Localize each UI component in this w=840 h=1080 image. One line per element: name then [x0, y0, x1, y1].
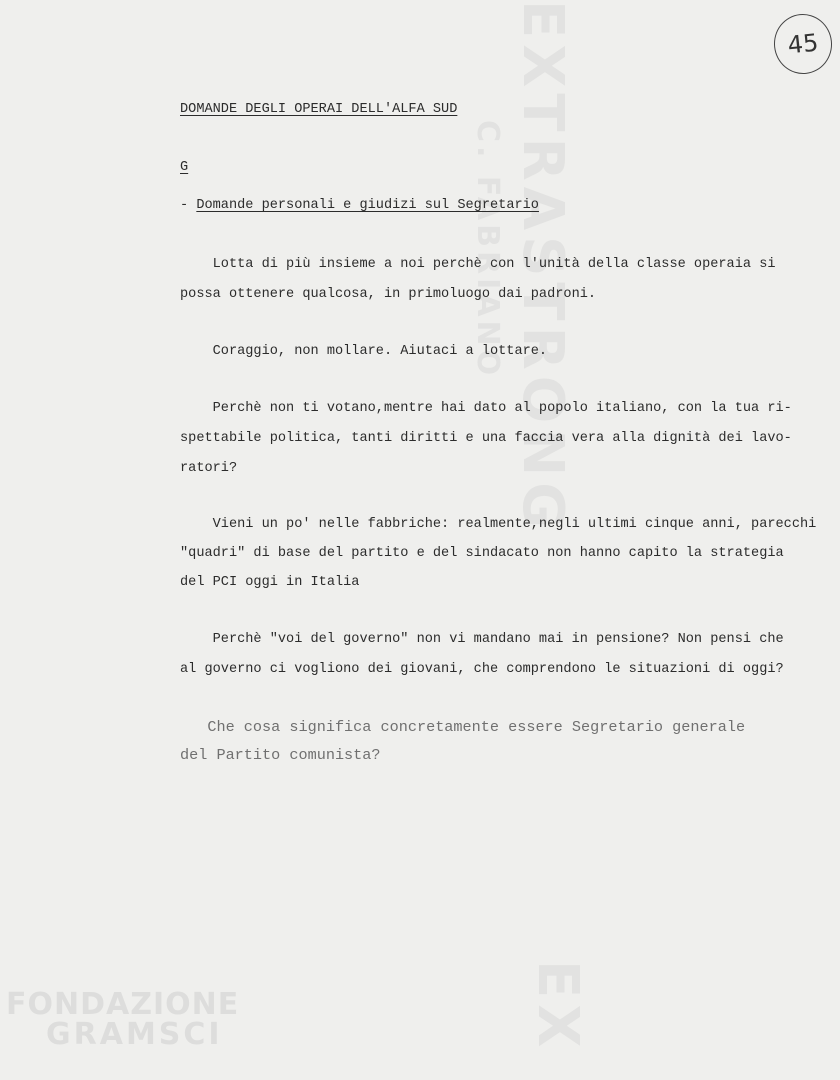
paragraph-line: Vieni un po' nelle fabbriche: realmente,negli ultimi cinque anni, parecchi [180, 517, 817, 532]
document-title: DOMANDE DEGLI OPERAI DELL'ALFA SUD [180, 102, 458, 117]
paragraph-line: Perchè non ti votano,mentre hai dato al popolo italiano, con la tua ri- [180, 401, 792, 416]
page-number: 45 [771, 11, 835, 77]
handwritten-style-question: Che cosa significa concretamente essere Segretario generale [180, 718, 746, 736]
paragraph-line: Coraggio, non mollare. Aiutaci a lottare. [180, 344, 548, 359]
paragraph-line: spettabile politica, tanti diritti e una faccia vera alla dignità dei lavo- [180, 431, 792, 446]
paragraph-line: possa ottenere qualcosa, in primoluogo dai padroni. [180, 287, 597, 302]
archive-logo: FONDAZIONE GRAMSCI [6, 987, 240, 1052]
paragraph-line: ratori? [180, 461, 238, 476]
section-letter: G [180, 160, 189, 175]
paper-watermark-bottom: EX [525, 960, 590, 1054]
paragraph-line: Perchè "voi del governo" non vi mandano mai in pensione? Non pensi che [180, 632, 784, 647]
paper-watermark: EXTRASTRONG [510, 0, 575, 535]
paragraph-line: Lotta di più insieme a noi perchè con l'unità della classe operaia si [180, 257, 776, 272]
paragraph-line: del PCI oggi in Italia [180, 575, 360, 590]
handwritten-style-question: del Partito comunista? [180, 746, 381, 764]
paragraph-line: al governo ci vogliono dei giovani, che comprendono le situazioni di oggi? [180, 662, 784, 677]
paper-watermark-secondary: C. FABRIANO [470, 120, 505, 380]
paragraph-line: "quadri" di base del partito e del sindacato non hanno capito la strategia [180, 546, 784, 561]
subsection-heading: - Domande personali e giudizi sul Segretario [180, 198, 539, 213]
